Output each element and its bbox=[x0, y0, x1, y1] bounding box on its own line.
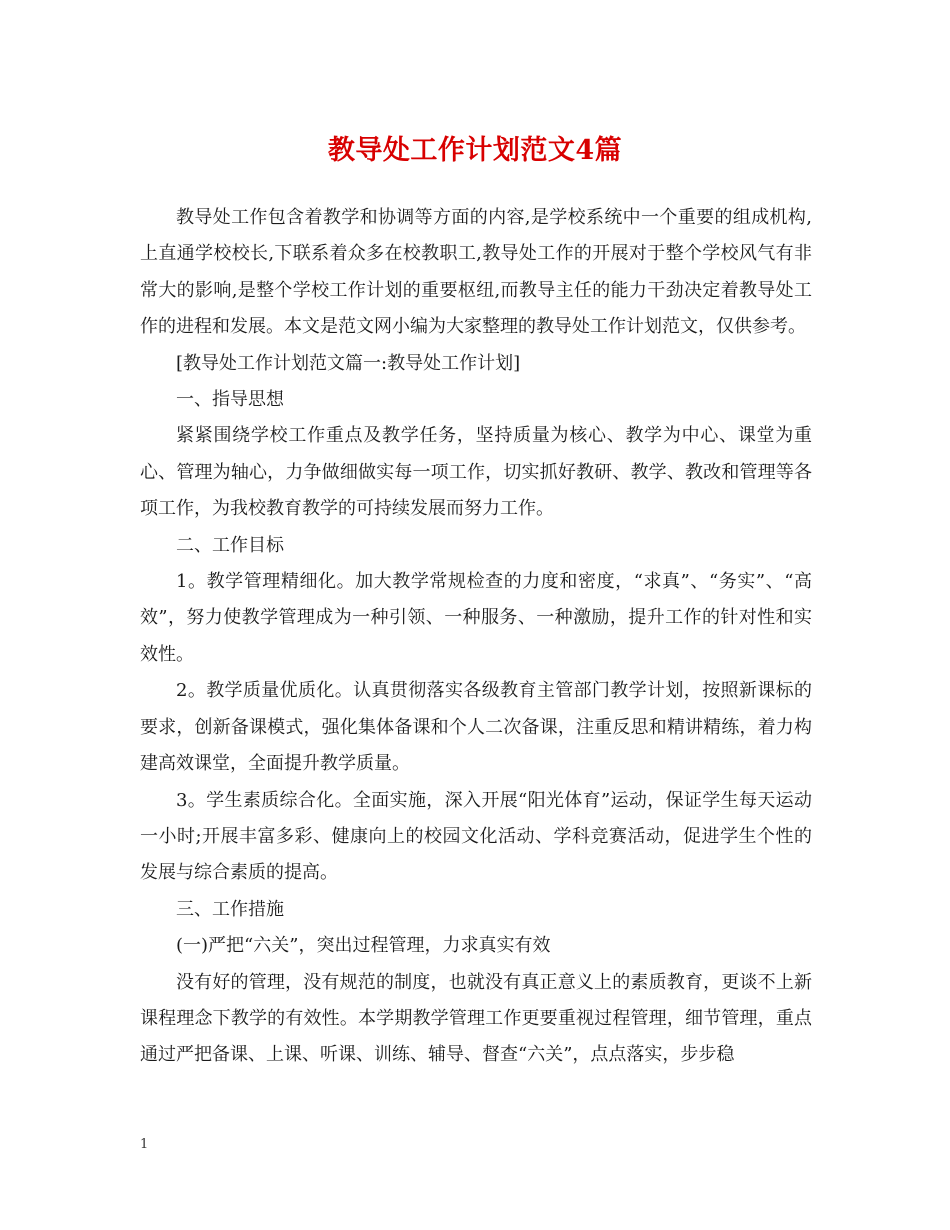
paragraph-guiding-ideology: 紧紧围绕学校工作重点及教学任务，坚持质量为核心、教学为中心、课堂为重心、管理为轴心，力争做细做实每一项工作，切实抓好教研、教学、教改和管理等各项工作，为我校教育教学的可持续发展而努力工作。 bbox=[140, 425, 812, 520]
heading-guiding-ideology: 一、指导思想 bbox=[176, 389, 284, 411]
paragraph-intro: 教导处工作包含着教学和协调等方面的内容,是学校系统中一个重要的组成机构,上直通学校校长,下联系着众多在校教职工,教导处工作的开展对于整个学校风气有非常大的影响,是整个学校工作计划的重要枢纽,而教导主任的能力干劲决定着教导处工作的进程和发展。本文是范文网小编为大家整理的教导处工作计划范文，仅供参考。 bbox=[140, 207, 812, 338]
paragraph-goal-3: 3。学生素质综合化。全面实施，深入开展“阳光体育”运动，保证学生每天运动一小时;开展丰富多彩、健康向上的校园文化活动、学科竞赛活动，促进学生个性的发展与综合素质的提高。 bbox=[140, 789, 812, 884]
heading-work-goals: 二、工作目标 bbox=[176, 534, 284, 556]
heading-work-measures: 三、工作措施 bbox=[176, 898, 284, 920]
paragraph-goal-2: 2。教学质量优质化。认真贯彻落实各级教育主管部门教学计划，按照新课标的要求，创新备课模式，强化集体备课和个人二次备课，注重反思和精讲精练，着力构建高效课堂，全面提升教学质量。 bbox=[140, 680, 812, 775]
paragraph-process-management: 没有好的管理，没有规范的制度，也就没有真正意义上的素质教育，更谈不上新课程理念下教学的有效性。本学期教学管理工作更要重视过程管理，细节管理，重点通过严把备课、上课、听课、训练、辅导、督查“六关”，点点落实，步步稳 bbox=[140, 971, 812, 1066]
section-heading-part-one: [教导处工作计划范文篇一:教导处工作计划] bbox=[176, 352, 521, 374]
subheading-six-checks: (一)严把“六关”，突出过程管理，力求真实有效 bbox=[176, 935, 551, 957]
document-body bbox=[140, 200, 812, 1074]
page-number: 1 bbox=[140, 1137, 149, 1152]
document-title: 教导处工作计划范文4篇 bbox=[327, 135, 623, 166]
paragraph-goal-1: 1。教学管理精细化。加大教学常规检查的力度和密度，“求真”、“务实”、“高效”，努力使教学管理成为一种引领、一种服务、一种激励，提升工作的针对性和实效性。 bbox=[140, 571, 812, 665]
